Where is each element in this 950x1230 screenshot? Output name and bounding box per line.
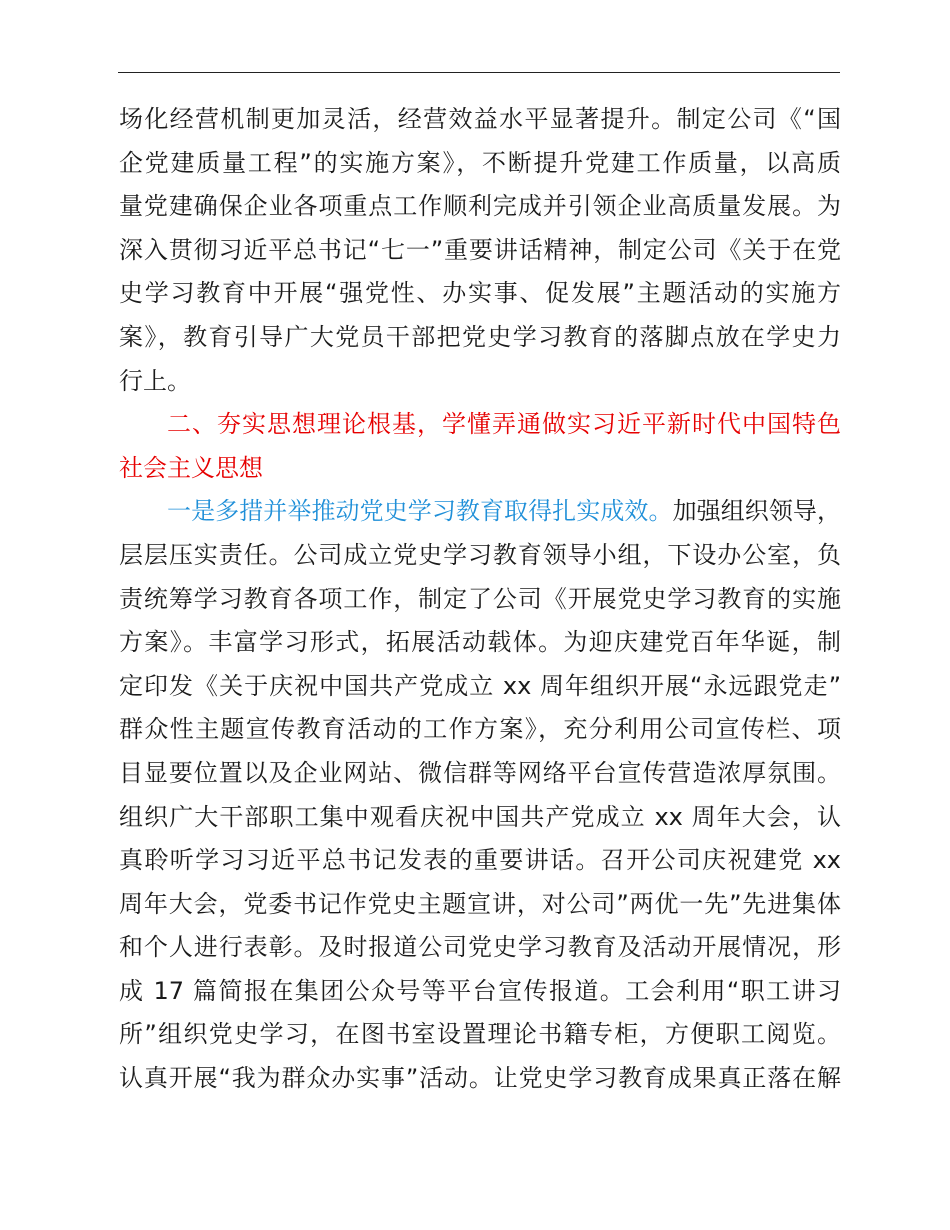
paragraph-line: 成 17 篇简报在集团公众号等平台宣传报道。工会利用“职工讲习 [119,976,841,1005]
paragraph-line: 责统筹学习教育各项工作，制定了公司《开展党史学习教育的实施 [119,584,841,613]
paragraph-line: 方案》。丰富学习形式，拓展活动载体。为迎庆建党百年华诞，制 [119,628,841,657]
paragraph-line: 群众性主题宣传教育活动的工作方案》，充分利用公司宣传栏、项 [119,715,841,744]
paragraph-line: 案》，教育引导广大党员干部把党史学习教育的落脚点放在学史力 [119,322,841,351]
paragraph-line: 行上。 [119,366,191,395]
paragraph-line: 认真开展“我为群众办实事”活动。让党史学习教育成果真正落在解 [119,1064,841,1093]
paragraph-line: 层层压实责任。公司成立党史学习教育领导小组，下设办公室，负 [119,540,841,569]
paragraph-line: 量党建确保企业各项重点工作顺利完成并引领企业高质量发展。为 [119,192,841,221]
paragraph-line: 深入贯彻习近平总书记“七一”重要讲话精神，制定公司《关于在党 [119,235,841,264]
subhead-title: 一是多措并举推动党史学习教育取得扎实成效。 [167,497,673,526]
paragraph-line: 周年大会，党委书记作党史主题宣讲，对公司”两优一先”先进集体 [119,889,841,918]
paragraph-line: 和个人进行表彰。及时报道公司党史学习教育及活动开展情况，形 [119,933,841,962]
document-body [119,98,841,1101]
paragraph-line: 所”组织党史学习，在图书室设置理论书籍专柜，方便职工阅览。 [119,1020,841,1049]
subhead-tail: 加强组织领导， [672,497,842,526]
section-heading-line: 二、夯实思想理论根基，学懂弄通做实习近平新时代中国特色 [167,410,841,439]
subhead-line [119,490,841,534]
paragraph-line: 定印发《关于庆祝中国共产党成立 xx 周年组织开展“永远跟党走” [119,671,841,700]
paragraph-line: 场化经营机制更加灵活，经营效益水平显著提升。制定公司《“国 [119,105,841,133]
paragraph-line: 目显要位置以及企业网站、微信群等网络平台宣传营造浓厚氛围。 [119,758,841,787]
paragraph-line: 企党建质量工程”的实施方案》，不断提升党建工作质量，以高质 [119,148,841,177]
paragraph-line: 真聆听学习习近平总书记发表的重要讲话。召开公司庆祝建党 xx [119,846,841,875]
paragraph-line: 组织广大干部职工集中观看庆祝中国共产党成立 xx 周年大会，认 [119,802,841,831]
section-heading-line: 社会主义思想 [119,453,263,482]
paragraph-line: 史学习教育中开展“强党性、办实事、促发展”主题活动的实施方 [119,279,841,308]
header-rule [118,72,840,73]
